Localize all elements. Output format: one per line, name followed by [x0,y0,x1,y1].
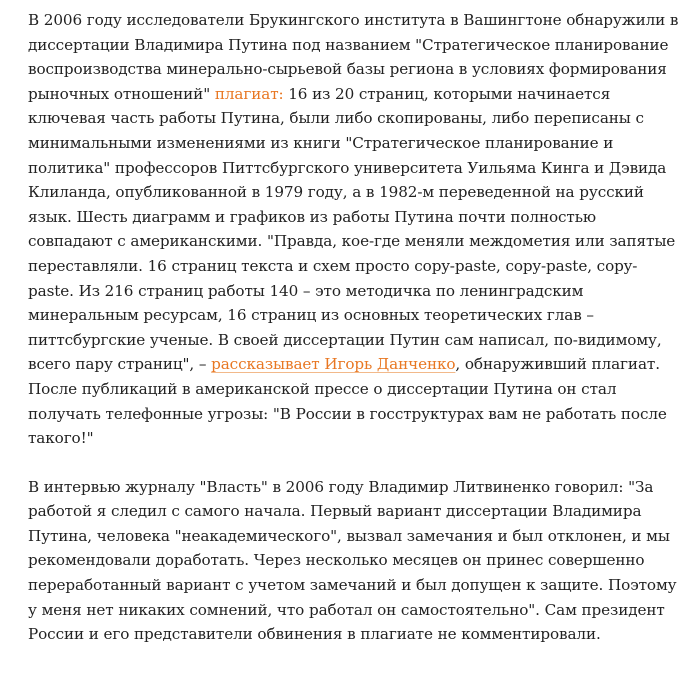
paragraph-1-intro-text: В 2006 году исследователи Брукингского института в Вашингтоне обнаружили в диссертации Владимира Путина под названием "Стратегическое планирование воспроизводства минерально-сырьевой базы региона в условиях формирования рыночных отношений" [28,11,679,103]
paragraph-1-closing-text: , обнаруживший плагиат. После публикаций в американской прессе о диссертации Путина он стал получать телефонные угрозы: "В России в госструктурах вам не работать после такого!" [28,355,667,448]
plagiarism-link[interactable]: плагиат: [214,84,284,103]
danchenko-source-link[interactable]: рассказывает Игорь Данченко [211,355,456,374]
paragraph-1-body-text: 16 из 20 страниц, которыми начинается ключевая часть работы Путина, были либо скопированы, либо переписаны с минимальными изменениями из книги "Стратегическое планирование и политика" профессоров Питтсбургского университета Уильяма Кинга и Дэвида Клиланда, опубликованной в 1979 году, а в 1982-м переведенной на русский язык. Шесть диаграмм и графиков из работы Путина почти полностью совпадают с американскими. "Правда, кое-где меняли междометия или запятые переставляли. 16 страниц текста и схем просто copy-paste, copy-paste, copy-paste. Из 216 страниц работы 140 – это методичка по ленинградским минеральным ресурсам, 16 страниц из основных теоретических глав – питтсбургские ученые. В своей диссертации Путин сам написал, по-видимому, всего пару страниц", – [28,84,676,374]
article-paragraph-1 [28,8,680,451]
article-body [28,8,680,647]
article-paragraph-2: В интервью журналу "Власть" в 2006 году Владимир Литвиненко говорил: "За работой я следил с самого начала. Первый вариант диссертации Владимира Путина, человека "неакадемического", вызвал замечания и был отклонен, и мы рекомендовали доработать. Через несколько месяцев он принес совершенно переработанный вариант с учетом замечаний и был допущен к защите. Поэтому у меня нет никаких сомнений, что работал он самостоятельно". Сам президент России и его представители обвинения в плагиате не комментировали. [28,477,677,644]
